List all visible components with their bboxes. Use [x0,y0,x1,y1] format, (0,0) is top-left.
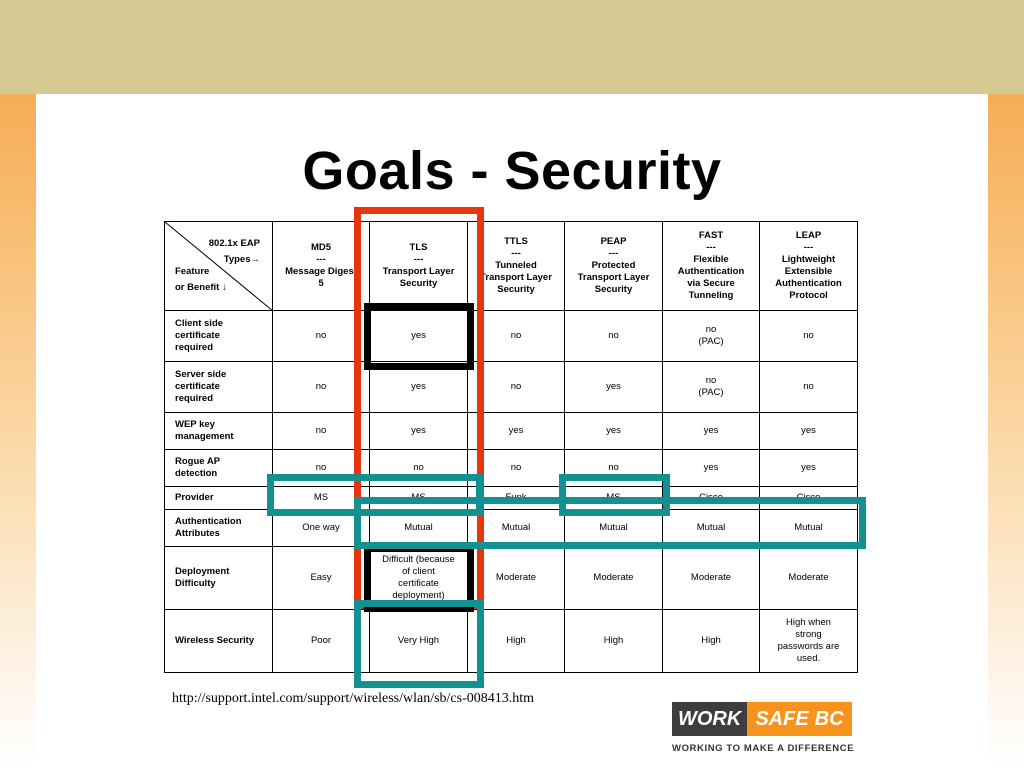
table-cell: no [565,450,663,487]
row-label: Provider [165,487,273,510]
table-cell: no [468,450,565,487]
table-cell: Moderate [565,547,663,610]
table-cell: One way [273,510,370,547]
client-cert-black-highlight [364,303,474,370]
table-cell: Cisco [663,487,760,510]
row-label: Authentication Attributes [165,510,273,547]
table-cell: no [760,311,858,362]
corner-header-cell [165,222,273,311]
table-cell: Easy [273,547,370,610]
table-cell: no (PAC) [663,362,760,413]
table-cell: Funk [468,487,565,510]
table-cell: Cisco [760,487,858,510]
table-cell: no [273,413,370,450]
row-label: Rogue AP detection [165,450,273,487]
header-row [165,222,858,311]
col-header-leap: LEAP --- Lightweight Extensible Authentication Protocol [760,222,858,311]
table-cell: Moderate [468,547,565,610]
logo-tagline: WORKING TO MAKE A DIFFERENCE [672,743,855,754]
mutual-auth-teal-highlight [354,497,866,549]
table-cell: Moderate [663,547,760,610]
table-cell: yes [663,413,760,450]
table-cell: yes [370,413,468,450]
row-label: WEP key management [165,413,273,450]
table-cell: yes [760,450,858,487]
table-cell: no [760,362,858,413]
feature-benefit-label: Feature or Benefit ↓ [175,266,227,293]
table-cell: MS [273,487,370,510]
col-header-fast: FAST --- Flexible Authentication via Secure Tunneling [663,222,760,311]
table-row [165,362,858,413]
col-header-peap: PEAP --- Protected Transport Layer Security [565,222,663,311]
table-cell: MS [565,487,663,510]
table-cell: High [565,610,663,673]
col-header-md5: MD5 --- Message Digest 5 [273,222,370,311]
table-row [165,413,858,450]
table-cell: yes [468,413,565,450]
table-cell: Difficult (because of client certificate deployment) [370,547,468,610]
table-cell: Mutual [760,510,858,547]
table-cell: Mutual [370,510,468,547]
table-cell: no [273,450,370,487]
table-cell: High when strong passwords are used. [760,610,858,673]
row-label: Deployment Difficulty [165,547,273,610]
table-cell: no [273,311,370,362]
table-cell: Mutual [565,510,663,547]
row-label: Server side certificate required [165,362,273,413]
logo-bc: BC [814,708,844,730]
table-cell: yes [565,362,663,413]
table-cell: no [468,311,565,362]
eap-types-label: 802.1x EAP Types→ [208,238,260,265]
wireless-security-teal-highlight [354,600,484,688]
table-cell: no [468,362,565,413]
top-banner [0,0,1024,94]
row-label: Client side certificate required [165,311,273,362]
table-cell: Poor [273,610,370,673]
table-cell: no [273,362,370,413]
logo-work: WORK [672,702,747,736]
table-cell: Moderate [760,547,858,610]
table-cell: Mutual [663,510,760,547]
worksafebc-logo [672,702,854,754]
table-cell: yes [663,450,760,487]
row-label: Wireless Security [165,610,273,673]
table-cell: no (PAC) [663,311,760,362]
logo-safe: SAFE [755,708,809,730]
comparison-table [164,221,858,673]
table-cell: no [565,311,663,362]
table-cell: Very High [370,610,468,673]
col-header-tls: TLS --- Transport Layer Security [370,222,468,311]
table-cell: High [468,610,565,673]
table-cell: yes [370,362,468,413]
table-cell: yes [760,413,858,450]
logo-wordmark [672,702,854,736]
table-cell: High [663,610,760,673]
logo-safe-bc [747,702,851,736]
table-row [165,610,858,673]
source-url: http://support.intel.com/support/wireless/wlan/sb/cs-008413.htm [172,691,535,706]
table-cell: MS [370,487,468,510]
table-cell: no [370,450,468,487]
table-row [165,311,858,362]
table-row [165,547,858,610]
slide-title: Goals - Security [302,141,722,201]
table-cell: yes [565,413,663,450]
table-cell: yes [370,311,468,362]
table-cell: Mutual [468,510,565,547]
col-header-ttls: TTLS --- Tunneled Transport Layer Security [468,222,565,311]
